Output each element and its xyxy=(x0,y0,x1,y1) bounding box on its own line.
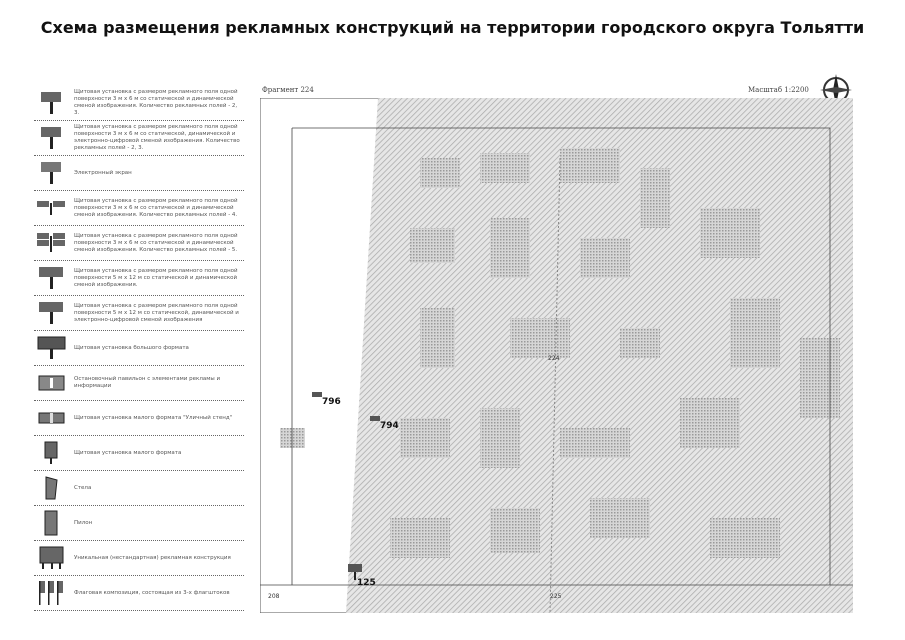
billboard-icon xyxy=(34,90,70,116)
legend-item-label: Щитовая установка с размером рекламного поля одной поверхности 5 м х 12 м со статической и динамической сменой изображения. xyxy=(74,267,238,288)
legend-item xyxy=(34,86,244,121)
fragment-label: Фрагмент 224 xyxy=(262,86,314,94)
map-fragment[interactable] xyxy=(260,98,853,613)
legend-item-label: Щитовая установка малого формата xyxy=(74,449,182,456)
legend-item xyxy=(34,191,244,226)
legend-item-label: Щитовая установка с размером рекламного поля одной поверхности 3 м х 6 м со статической и динамической сменой изображения. Количество рекламных полей - 4. xyxy=(74,197,238,218)
svg-text:796: 796 xyxy=(322,397,341,407)
legend-item-label: Стела xyxy=(74,484,92,491)
legend-item xyxy=(34,436,244,471)
legend-item xyxy=(34,576,244,611)
small-format-icon xyxy=(34,440,70,466)
pylon-icon xyxy=(34,510,70,536)
legend-item xyxy=(34,506,244,541)
legend-item xyxy=(34,541,244,576)
legend-item-label: Щитовая установка малого формата "Уличный стенд" xyxy=(74,414,233,421)
supersite-digital-icon xyxy=(34,300,70,326)
electronic-screen-icon xyxy=(34,160,70,186)
legend-item-label: Щитовая установка с размером рекламного поля одной поверхности 5 м х 12 м со статической, динамической и электронно-цифровой сменой изображения xyxy=(74,302,239,323)
legend-item-label: Флаговая композиция, состоящая из 3-х флагштоков xyxy=(74,589,230,596)
flag-composition-icon xyxy=(34,580,70,606)
legend-item-label: Электронный экран xyxy=(74,169,132,176)
fragment-number-center: 224 xyxy=(548,355,560,362)
billboard-5-icon xyxy=(34,230,70,256)
svg-text:794: 794 xyxy=(380,421,399,431)
legend-item xyxy=(34,261,244,296)
legend-item xyxy=(34,296,244,331)
large-format-icon xyxy=(34,335,70,361)
unique-construction-icon xyxy=(34,545,70,571)
legend-item xyxy=(34,121,244,156)
legend-item xyxy=(34,401,244,436)
stele-icon xyxy=(34,475,70,501)
page-title: Схема размещения рекламных конструкций на территории городского округа Тольятти xyxy=(40,18,865,37)
fragment-number-bottom: 225 xyxy=(550,593,562,600)
street-stand-icon xyxy=(34,405,70,431)
svg-text:125: 125 xyxy=(357,578,376,588)
billboard-4-icon xyxy=(34,195,70,221)
scale-label: Масштаб 1:2200 xyxy=(748,86,809,94)
legend-item-label: Остановочный павильон с элементами рекламы и информации xyxy=(74,376,221,389)
legend-item-label: Уникальная (нестандартная) рекламная конструкция xyxy=(74,554,231,561)
supersite-icon xyxy=(34,265,70,291)
billboard-digital-icon xyxy=(34,125,70,151)
legend-item xyxy=(34,471,244,506)
legend-item-label: Щитовая установка большого формата xyxy=(74,344,189,351)
fragment-number-bottom-left: 208 xyxy=(268,593,280,600)
legend-item-label: Щитовая установка с размером рекламного поля одной поверхности 3 м х 6 м со статической и динамической сменой изображения. Количество рекламных полей - 5. xyxy=(74,232,238,253)
legend-item-label: Щитовая установка с размером рекламного поля одной поверхности 3 м х 6 м со статической, динамической и электронно-цифровой сменой изображения. Количество рекламных полей - 2, 3. xyxy=(74,124,240,151)
bus-stop-pavilion-icon xyxy=(34,370,70,396)
legend-item xyxy=(34,331,244,366)
legend-item xyxy=(34,226,244,261)
legend xyxy=(34,86,244,611)
legend-item-label: Щитовая установка с размером рекламного поля одной поверхности 3 м х 6 м со статической и динамической сменой изображения. Количество рекламных полей - 2, 3. xyxy=(74,89,238,116)
legend-item xyxy=(34,156,244,191)
legend-item xyxy=(34,366,244,401)
legend-item-label: Пилон xyxy=(74,519,93,526)
